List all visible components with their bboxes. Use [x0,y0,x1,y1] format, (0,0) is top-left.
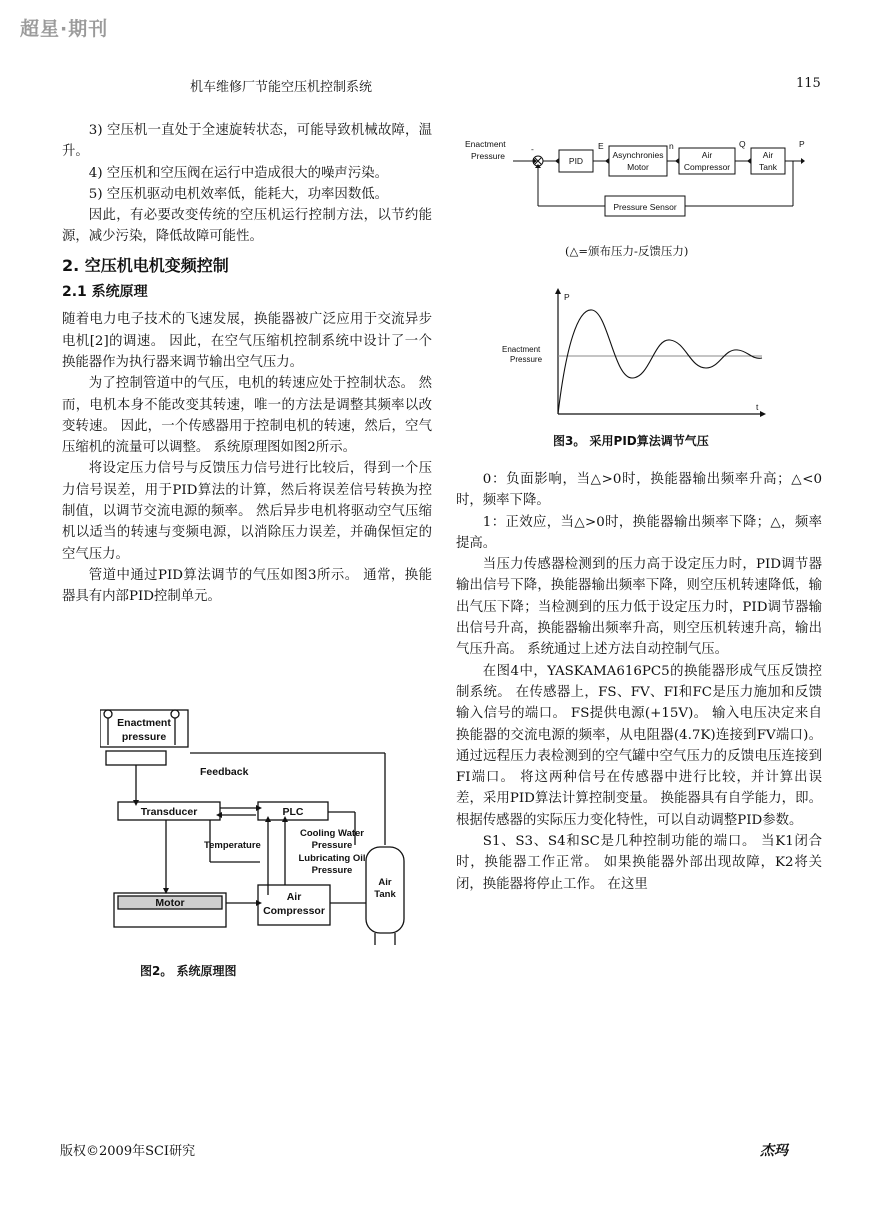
figure2-system-diagram [100,705,410,955]
response-curve [558,310,762,414]
paragraph: 当压力传感器检测到的压力高于设定压力时，PID调节器输出信号下降，换能器输出频率下降，则空压机转速降低，输出气压下降；当检测到的压力低于设定压力时，PID调节器输出信号升高，换能器输出频率升高，则空压机转速升高，输出气压升高。 系统通过上述方法自动控制气压。 [456,557,822,658]
bd-minus-label: - [531,144,534,154]
paragraph: 将设定压力信号与反馈压力信号进行比较后，得到一个压力信号误差，用于PID算法的计算，然后将误差信号转换为控制值，以调节交流电源的频率。 然后异步电机将驱动空气压缩机以适当的转速与变频电源，以消除压力误差，并确保恒定的空气压力。 [62,461,432,562]
fig2-label-pressure: pressure [121,731,167,743]
paragraph: 在图4中，YASKAMA616PC5的换能器形成气压反馈控制系统。 在传感器上，FS、FV、FI和FC是压力施加和反馈输入信号的端口。 FS提供电源(+15V)。 输入电压决定来自换能器的交流电源的频率，从电阻器(4.7K)连接到FV端口)。 通过远程压力表检测到的空气罐中空气压力的反馈电压连接到FI端口。 将这两种信号在传感器中进行比较，并计算出误差，采用PID算法计算控制变量。 换能器具有自学能力，即。根据传感器的实际压力变化特性，可以自动调整PID参数。 [456,663,822,828]
paragraph: 随着电力电子技术的飞速发展，换能器被广泛应用于交流异步电机[2]的调速。 因此，在空气压缩机控制系统中设计了一个换能器作为执行器来调节输出空气压力。 [62,312,432,370]
bd-e-label: E [598,141,604,151]
fig3-x-axis-label: t [756,402,759,412]
fig2-label-enactment: Enactment [117,717,171,729]
figure2-caption: 图2。 系统原理图 [140,964,237,978]
fig2-label-transducer: Transducer [140,806,198,818]
paragraph: 管道中通过PID算法调节的气压如图3所示。 通常，换能器具有内部PID控制单元。 [62,567,432,605]
fig2-label-pressure3: Pressure [311,865,353,876]
paragraph: S1、S3、S4和SC是几种控制功能的端口。 当K1闭合时，换能器工作正常。 如果换能器外部出现故障，K2将关闭，换能器将停止工作。 在这里 [456,834,822,892]
bd-pid-block: PID [568,156,584,166]
fig2-label-feedback: Feedback [200,766,249,778]
fig3-setpoint-label-2: Pressure [510,355,543,364]
right-column [456,469,822,895]
fig2-label-temperature: Temperature [204,840,261,851]
paragraph: 5) 空压机驱动电机效率低，能耗大，功率因数低。 [88,186,388,202]
pid-block-diagram [465,128,825,224]
fig2-label-air: Air [286,891,302,903]
watermark-logo: 超星·期刊 [20,18,109,40]
bd-motor-label-1: Asynchronies [612,150,664,160]
fig2-label-lubricating-oil: Lubricating Oil [298,853,366,864]
paragraph: 1：正效应，当△>0时，换能器输出频率下降；△，频率提高。 [456,514,822,551]
figure3-caption: 图3。 采用PID算法调节气压 [553,434,709,448]
subsection-heading: 2.1 系统原理 [62,284,148,301]
paragraph: 3) 空压机一直处于全速旋转状态，可能导致机械故障，温升。 [62,123,432,160]
fig3-setpoint-label-1: Enactment [502,345,541,354]
fig2-label-compressor: Compressor [263,905,325,917]
bd-input-label-1: Enactment [465,139,506,149]
paragraph: 因此，有必要改变传统的空压机运行控制方法，以节约能源，减少污染，降低故障可能性。 [62,208,432,245]
bd-motor-label-2: Motor [627,162,649,172]
bd-p-label: P [799,139,805,149]
bd-sensor-block: Pressure Sensor [613,202,677,212]
fig3-y-axis-label: P [564,292,570,302]
bd-n-label: n [669,141,674,151]
page-number: 115 [796,76,821,91]
fig2-label-plc: PLC [282,806,304,818]
paragraph: 4) 空压机和空压阀在运行中造成很大的噪声污染。 [88,165,388,181]
left-column [62,120,432,608]
block-diagram-caption: (△=颁布压力-反馈压力) [565,244,689,258]
paragraph: 0：负面影响，当△>0时，换能器输出频率升高；△<0时，频率下降。 [456,472,822,509]
bd-compressor-label-1: Air [701,150,713,160]
footer-copyright: 版权©2009年SCI研究 [60,1144,196,1159]
fig2-label-air-tank-2: Tank [374,889,396,900]
bd-tank-label-2: Tank [759,162,777,172]
bd-q-label: Q [739,139,746,149]
fig2-label-air-tank-1: Air [378,877,392,888]
footer-author: 杰玛 [760,1143,788,1159]
section-heading: 2. 空压机电机变频控制 [62,255,229,275]
figure3-response-plot [500,286,775,418]
fig2-label-cooling-water: Cooling Water [299,828,365,839]
paragraph: 为了控制管道中的气压，电机的转速应处于控制状态。 然而，电机本身不能改变其转速，唯一的方法是调整其频率以改变转速。 因此，一个传感器用于控制电机的转速，然后，空气压缩机的流量可以调整。 系统原理图如图2所示。 [62,376,432,456]
fig2-label-pressure2: Pressure [311,840,353,851]
bd-tank-label-1: Air [762,150,774,160]
bd-compressor-label-2: Compressor [683,162,731,172]
running-header-title: 机车维修厂节能空压机控制系统 [190,80,373,95]
bd-input-label-2: Pressure [471,151,506,161]
fig2-label-motor: Motor [155,897,185,909]
